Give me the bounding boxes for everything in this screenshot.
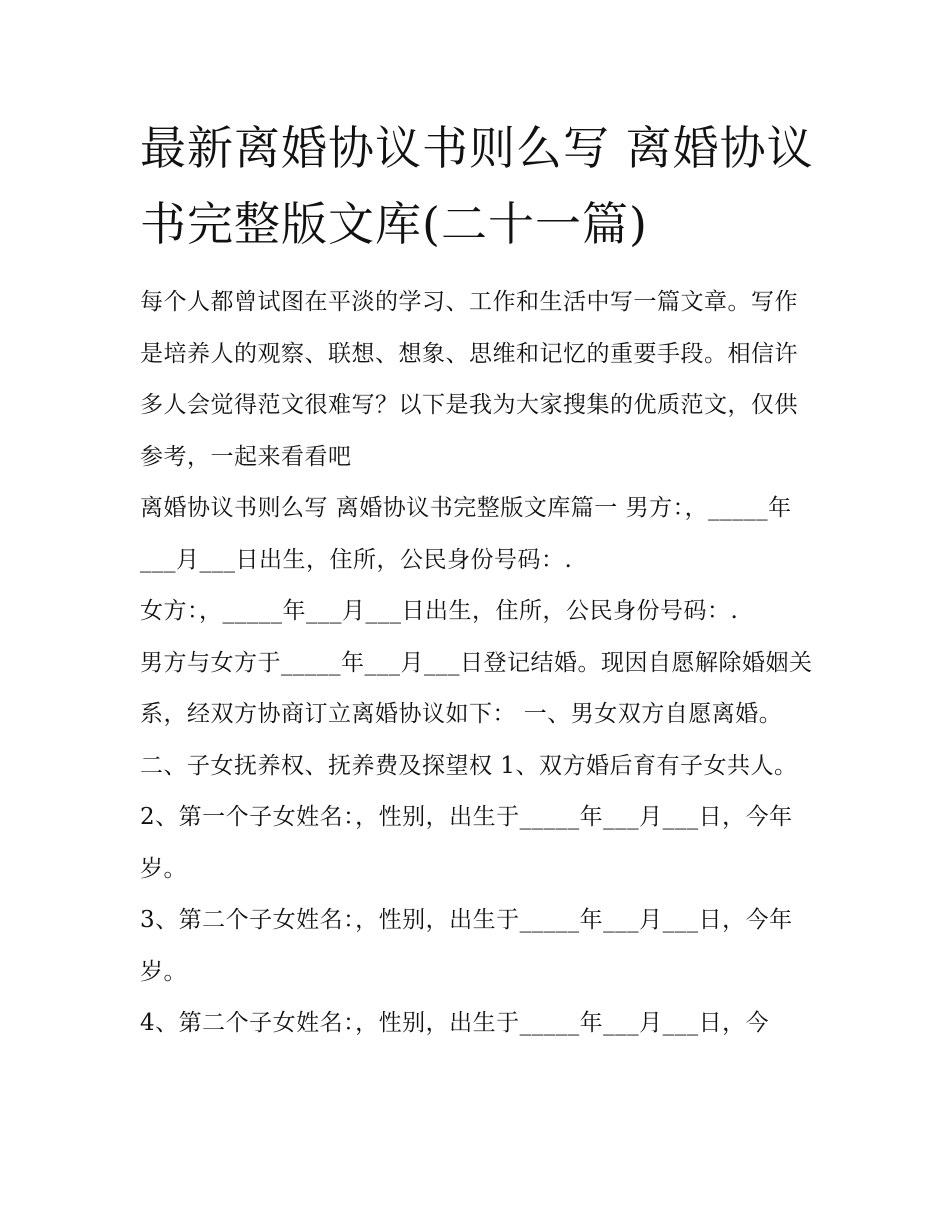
custody-paragraph: 二、子女抚养权、抚养费及探望权 1、双方婚后育有子女共人。 2、第一个子女姓名：，性别，出生于_____年___月___日，今年岁。 <box>140 752 798 882</box>
marriage-paragraph: 男方与女方于_____年___月___日登记结婚。现因自愿解除婚姻关系，经双方协商订立离婚协议如下： 一、男女双方自愿离婚。 <box>140 649 813 727</box>
document-title: 最新离婚协议书则么写 离婚协议书完整版文库(二十一篇) <box>140 121 814 251</box>
second-child-paragraph: 3、第二个子女姓名：，性别，出生于_____年___月___日，今年岁。 <box>140 907 793 985</box>
male-party-paragraph: 离婚协议书则么写 离婚协议书完整版文库篇一 男方：，_____年___月___日出生，住所，公民身份号码：. <box>140 495 792 573</box>
document-body <box>140 277 820 1050</box>
intro-paragraph: 每个人都曾试图在平淡的学习、工作和生活中写一篇文章。写作是培养人的观察、联想、想象、思维和记忆的重要手段。相信许多人会觉得范文很难写？以下是我为大家搜集的优质范文，仅供参考，一起来看看吧 <box>140 289 798 470</box>
female-party-paragraph: 女方：，_____年___月___日出生，住所，公民身份号码：. <box>140 598 739 624</box>
third-child-paragraph: 4、第二个子女姓名：，性别，出生于_____年___月___日，今 <box>140 1010 770 1036</box>
